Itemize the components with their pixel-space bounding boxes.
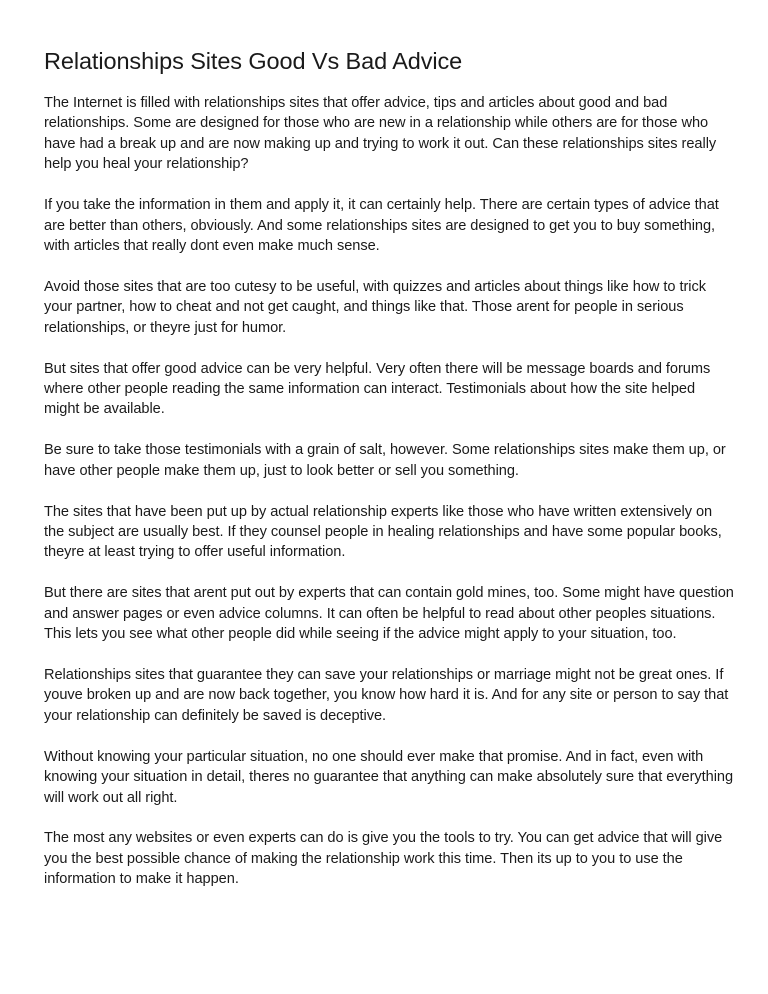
document-title: Relationships Sites Good Vs Bad Advice [44, 48, 463, 74]
paragraph-8: Relationships sites that guarantee they can save your relationships or marriage might not be great ones. If youve broken up and are now back together, you know how hard it is. And for any site or person to say that your relationship can definitely be saved is deceptive. [44, 667, 729, 724]
paragraph-5: Be sure to take those testimonials with a grain of salt, however. Some relationships sites make them up, or have other people make them up, just to look better or sell you something. [44, 442, 726, 479]
paragraph-2: If you take the information in them and apply it, it can certainly help. There are certain types of advice that are better than others, obviously. And some relationships sites are designed to get you to buy something, with articles that really dont even make much sense. [44, 197, 719, 254]
document-page [44, 46, 734, 910]
paragraph-7: But there are sites that arent put out by experts that can contain gold mines, too. Some might have question and answer pages or even advice columns. It can often be helpful to read about other peoples situations. This lets you see what other people did while seeing if the advice might apply to your situation, too. [44, 585, 734, 643]
paragraph-1: The Internet is filled with relationships sites that offer advice, tips and articles about good and bad relationships. Some are designed for those who are new in a relationship while others are for those who have had a break up and are now making up and trying to work it out. Can these relationships sites really help you heal your relationship? [44, 95, 717, 173]
paragraph-4: But sites that offer good advice can be very helpful. Very often there will be message boards and forums where other people reading the same information can interact. Testimonials about how the site helped might be available. [44, 360, 711, 418]
paragraph-3: Avoid those sites that are too cutesy to be useful, with quizzes and articles about things like how to trick your partner, how to cheat and not get caught, and things like that. Those arent for people in serious relationships, or theyre just for humor. [44, 278, 706, 336]
paragraph-6: The sites that have been put up by actual relationship experts like those who have written extensively on the subject are usually best. If they counsel people in healing relationships and have some popular books, theyre at least trying to offer useful information. [44, 503, 722, 561]
paragraph-10: The most any websites or even experts can do is give you the tools to try. You can get advice that will give you the best possible chance of making the relationship work this time. Then its up to you to use the information to make it happen. [44, 830, 723, 888]
paragraph-9: Without knowing your particular situation, no one should ever make that promise. And in fact, even with knowing your situation in detail, theres no guarantee that anything can make absolutely sure that everything will work out all right. [44, 748, 734, 806]
